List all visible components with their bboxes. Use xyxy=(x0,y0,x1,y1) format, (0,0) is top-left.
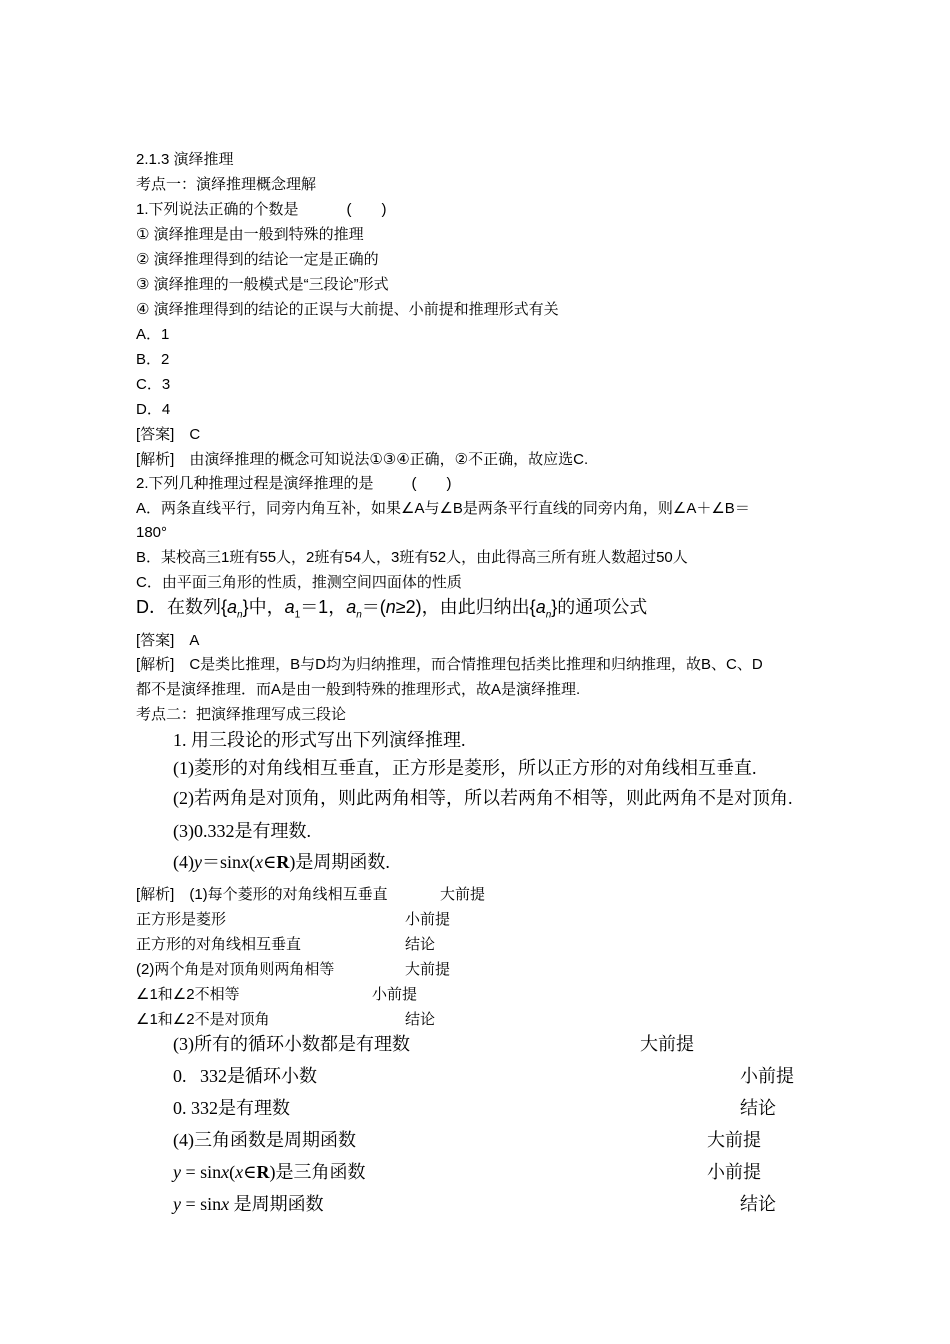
statement: ② 演绎推理得到的结论一定是正确的 xyxy=(136,251,379,268)
statement: ④ 演绎推理得到的结论的正误与大前提、小前提和推理形式有关 xyxy=(136,301,559,318)
solution-line: y = sinx(x∈R)是三角函数 小前提 xyxy=(173,1162,761,1182)
doc-title: 2.1.3 演绎推理 xyxy=(136,151,234,168)
question-stem: 2.下列几种推理过程是演绎推理的是 ( ) xyxy=(136,475,452,492)
statement: (1)菱形的对角线相互垂直，正方形是菱形，所以正方形的对角线相互垂直. xyxy=(173,758,757,778)
option: C．3 xyxy=(136,376,171,393)
question-stem: 1.下列说法正确的个数是 ( ) xyxy=(136,201,387,218)
solution-line: (4)三角函数是周期函数 大前提 xyxy=(173,1130,761,1150)
analysis: [解析] C是类比推理，B与D均为归纳推理，而合情推理包括类比推理和归纳推理，故B、C、D xyxy=(136,656,763,673)
section-heading: 考点一：演绎推理概念理解 xyxy=(136,176,317,193)
option: B．2 xyxy=(136,351,170,368)
option: D．4 xyxy=(136,401,171,418)
solution-line: y = sinx 是周期函数 结论 xyxy=(173,1194,776,1214)
statement: (2)若两角是对顶角，则此两角相等，所以若两角不相等，则此两角不是对顶角. xyxy=(173,788,793,808)
option-continued: 180° xyxy=(136,524,168,541)
statement: (3)0.332是有理数. xyxy=(173,821,311,841)
answer: [答案] A xyxy=(136,632,200,649)
solution-line: [解析] (1)每个菱形的对角线相互垂直 大前提 xyxy=(136,886,486,903)
statement: ③ 演绎推理的一般模式是“三段论”形式 xyxy=(136,276,389,293)
solution-line: (2)两个角是对顶角则两角相等 大前提 xyxy=(136,961,451,978)
solution-line: 正方形是菱形 小前提 xyxy=(136,911,451,928)
analysis: 都不是演绎推理．而A是由一般到特殊的推理形式，故A是演绎推理. xyxy=(136,681,581,698)
statement: (4)y＝sinx(x∈R)是周期函数. xyxy=(173,852,390,872)
question-stem: 1. 用三段论的形式写出下列演绎推理. xyxy=(173,730,466,750)
option: A．两条直线平行，同旁内角互补，如果∠A与∠B是两条平行直线的同旁内角，则∠A＋∠B＝ xyxy=(136,500,750,517)
solution-line: (3)所有的循环小数都是有理数 大前提 xyxy=(173,1034,694,1054)
section-heading: 考点二：把演绎推理写成三段论 xyxy=(136,706,347,723)
answer: [答案] C xyxy=(136,426,201,443)
option: A．1 xyxy=(136,326,170,343)
solution-line: 0. 332是有理数 结论 xyxy=(173,1098,776,1118)
solution-line: 0. 332是循环小数 小前提 xyxy=(173,1066,794,1086)
option: C．由平面三角形的性质，推测空间四面体的性质 xyxy=(136,574,462,591)
analysis: [解析] 由演绎推理的概念可知说法①③④正确，②不正确，故应选C. xyxy=(136,451,589,468)
solution-line: ∠1和∠2不是对顶角 结论 xyxy=(136,1011,436,1028)
solution-line: 正方形的对角线相互垂直 结论 xyxy=(136,936,436,953)
option: B．某校高三1班有55人，2班有54人，3班有52人，由此得高三所有班人数超过50人 xyxy=(136,549,688,566)
option: D．在数列$\{a_n\}$中，$a_1=1$，$a_n=(n\ge 2)$，由此归纳出$\{a_n\}$的通项公式 xyxy=(136,597,648,621)
statement: ① 演绎推理是由一般到特殊的推理 xyxy=(136,226,364,243)
solution-line: ∠1和∠2不相等 小前提 xyxy=(136,986,418,1003)
